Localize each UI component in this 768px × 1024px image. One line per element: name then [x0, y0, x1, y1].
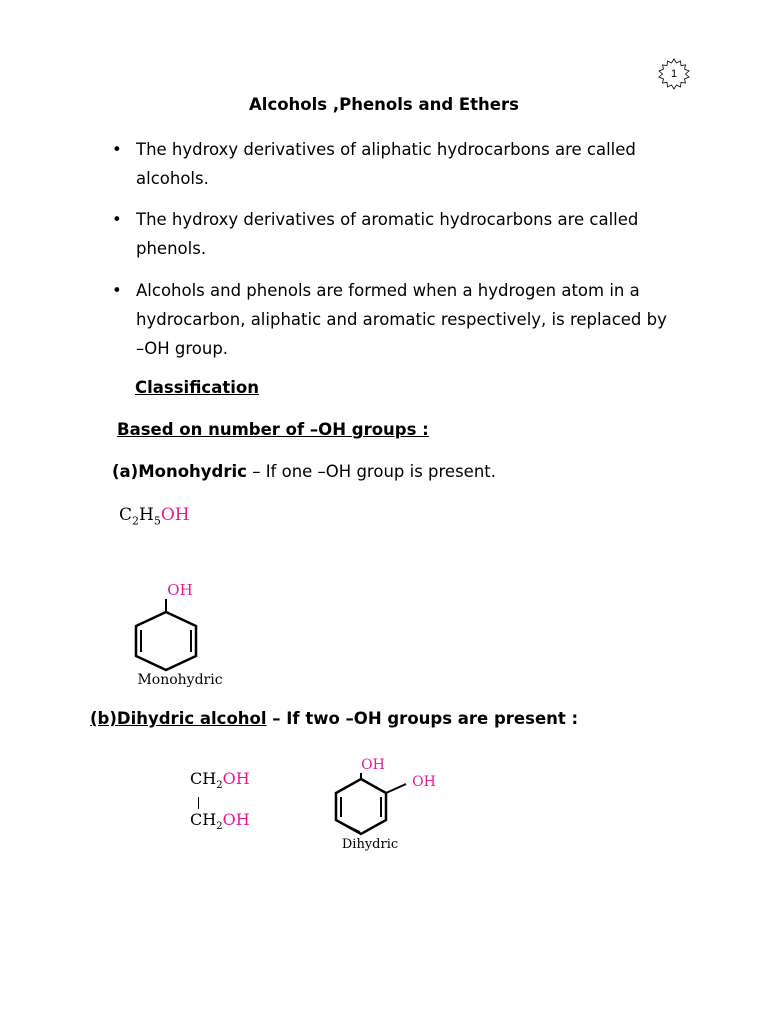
catechol-caption: Dihydric — [341, 837, 399, 852]
dihydric-label: (b)Dihydric alcohol — [90, 709, 267, 728]
dihydric-definition — [90, 709, 578, 728]
monohydric-definition — [112, 462, 496, 481]
formula-hydroxyl: OH — [160, 505, 190, 525]
catechol-oh-top-label: OH — [361, 757, 385, 773]
monohydric-description: – If one –OH group is present. — [246, 462, 497, 481]
phenol-oh-label: OH — [167, 581, 193, 599]
phenol-caption: Monohydric — [137, 672, 223, 688]
formula-carbon: C — [119, 505, 133, 525]
glycol-bottom-group — [190, 811, 250, 836]
catechol-oh-side-label: OH — [412, 774, 436, 790]
formula-hydrogen-count: 5 — [153, 514, 161, 528]
bullet-item-alcohols — [112, 135, 672, 193]
glycol-ch: CH — [190, 810, 217, 830]
glycol-sub: 2 — [216, 780, 223, 792]
phenol-structure — [110, 578, 250, 693]
glycol-sub: 2 — [216, 821, 223, 833]
formula-hydrogen: H — [139, 505, 154, 525]
bullet-dot: • — [112, 210, 122, 229]
formula-carbon-count: 2 — [132, 514, 140, 528]
based-on-heading: Based on number of –OH groups : — [117, 420, 429, 439]
bullet-item-formation — [112, 276, 672, 363]
benzene-ring — [136, 612, 196, 670]
bullet-dot: • — [112, 140, 122, 159]
glycol-oh: OH — [222, 810, 250, 830]
double-bond — [143, 659, 165, 669]
catechol-structure — [318, 752, 458, 857]
bullet-text: The hydroxy derivatives of aliphatic hydrocarbons are called alcohols. — [136, 140, 636, 188]
bullet-item-phenols — [112, 205, 672, 263]
glycol-ch: CH — [190, 769, 217, 788]
page-number-badge — [656, 58, 692, 90]
glycol-top-group — [190, 770, 250, 795]
benzene-ring — [336, 779, 386, 834]
classification-heading: Classification — [135, 378, 259, 397]
glycol-bond — [198, 797, 199, 809]
ethylene-glycol-structure — [190, 770, 250, 836]
bullet-dot: • — [112, 281, 122, 300]
ethanol-formula — [119, 505, 190, 527]
page-title: Alcohols ,Phenols and Ethers — [249, 95, 519, 114]
bullet-text: The hydroxy derivatives of aromatic hydrocarbons are called phenols. — [136, 210, 639, 258]
page-number: 1 — [670, 68, 678, 80]
catechol-oh-bond — [386, 784, 406, 793]
bullet-text: Alcohols and phenols are formed when a hydrogen atom in a hydrocarbon, aliphatic and aromatic respectively, is replaced by –OH group. — [136, 281, 667, 358]
double-bond — [342, 823, 360, 832]
dihydric-description: – If two –OH groups are present : — [266, 709, 579, 728]
glycol-oh: OH — [222, 769, 250, 788]
monohydric-label: (a)Monohydric — [112, 462, 247, 481]
